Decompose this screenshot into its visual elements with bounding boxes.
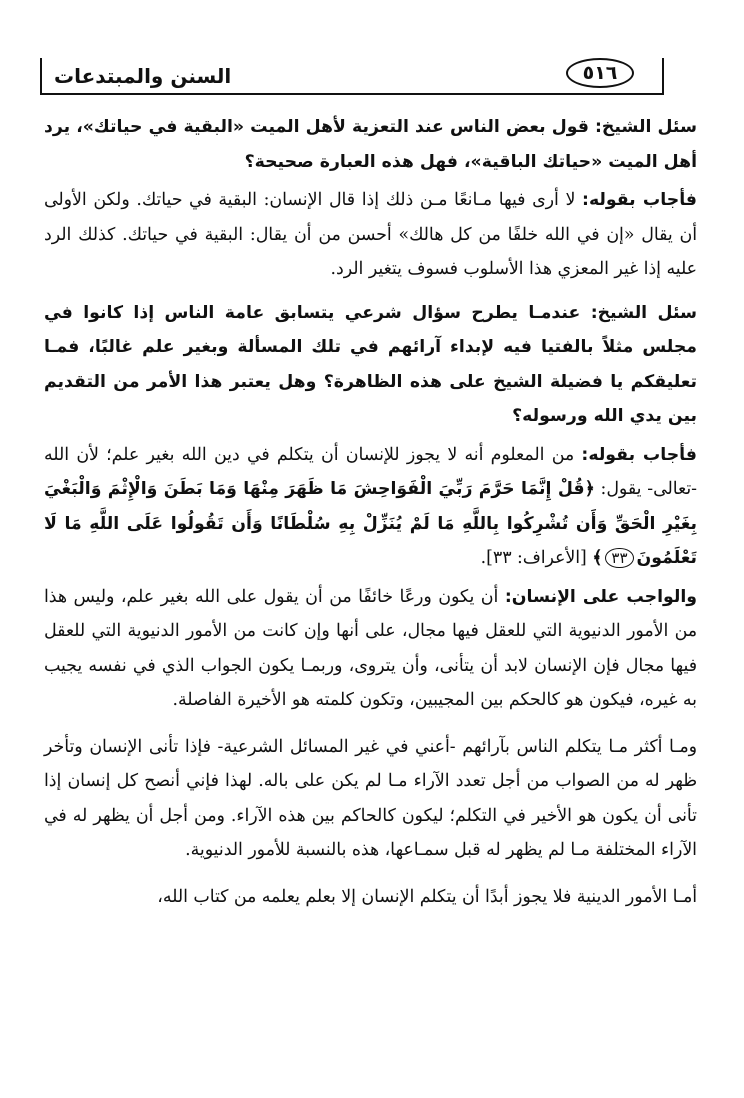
body-paragraph <box>44 730 697 868</box>
answer-paragraph <box>44 438 697 576</box>
quran-close-bracket: ﴾ <box>592 548 603 568</box>
paragraph-text: أن يكون ورعًا خائفًا من أن يقول على الله بغير علم، وليس هذا من الأمور الدنيوية التي للعقل فيها مجال، على أنها وإن كانت من الأمور الدنيوية التي للعقل فيها مجال فإن الإنسان لابد أن يتأنى، وأن يتروى، وربمـا يكون الجواب الذي في نفسه يجيب به غيره، فيكون هو كالحكم بين المجيبين، وتكون كلمته هو الأخيرة الفاصلة. <box>44 586 697 710</box>
body-paragraph <box>44 880 697 915</box>
page-body <box>44 110 697 914</box>
header-rule <box>40 93 664 95</box>
paragraph-text: أمـا الأمور الدينية فلا يجوز أبدًا أن يتكلم الإنسان إلا بعلم يعلمه من كتاب الله، <box>157 886 697 907</box>
verse-citation: [الأعراف: ٣٣]. <box>480 548 593 568</box>
page-number: ٥١٦ <box>566 58 634 88</box>
question-paragraph <box>44 296 697 434</box>
book-title: السنن والمبتدعات <box>54 64 232 88</box>
page-header <box>40 50 664 94</box>
answer-text: لا أرى فيها مـانعًا مـن ذلك إذا قال الإنسان: البقية في حياتك. ولكن الأولى أن يقال «إن في الله خلفًا من كل هالك» أحسن من أن يقال: البقية في حياتك. كذلك الرد عليه إذا غير المعزي هذا الأسلوب فسوف يتغير الرد. <box>44 190 697 279</box>
answer-text: من المعلوم أنه لا يجوز للإنسان أن يتكلم في دين الله بغير علم؛ لأن الله -تعالى- يقول: <box>44 444 697 499</box>
question-lead: سئل الشيخ: <box>595 117 697 137</box>
quran-verse: ﴿قُلْ إِنَّمَا حَرَّمَ رَبِّيَ الْفَوَاحِشَ مَا ظَهَرَ مِنْهَا وَمَا بَطَنَ وَالْإِثْمَ وَالْبَغْيَ بِغَيْرِ الْحَقِّ وَأَن تُشْرِكُوا بِاللَّهِ مَا لَمْ يُنَزِّلْ بِهِ سُلْطَانًا وَأَن تَقُولُوا عَلَى اللَّهِ مَا لَا تَعْلَمُونَ <box>44 479 697 568</box>
question-paragraph <box>44 110 697 179</box>
answer-paragraph <box>44 183 697 287</box>
answer-lead: فأجاب بقوله: <box>582 190 697 210</box>
question-text: قول بعض الناس عند التعزية لأهل الميت «البقية في حياتك»، يرد أهل الميت «حياتك الباقية»، فهل هذه العبارة صحيحة؟ <box>44 117 697 172</box>
paragraph-lead: والواجب على الإنسان: <box>504 586 697 607</box>
ayah-number-mark: ٣٣ <box>605 548 633 568</box>
header-right-border <box>662 58 664 94</box>
answer-lead: فأجاب بقوله: <box>581 444 697 465</box>
header-left-border <box>40 58 42 94</box>
body-paragraph <box>44 580 697 718</box>
question-lead: سئل الشيخ: <box>590 302 697 323</box>
question-text: عندمـا يطرح سؤال شرعي يتسابق عامة الناس إذا كانوا في مجلس مثلاً بالفتيا فيه لإبداء آرائهم في تلك المسألة وبغير علم غالبًا، فمـا تعليقكم يا فضيلة الشيخ على هذه الظاهرة؟ وهل يعتبر هذا الأمر من التقديم بين يدي الله ورسوله؟ <box>44 302 697 426</box>
paragraph-text: ومـا أكثر مـا يتكلم الناس بآرائهم -أعني في غير المسائل الشرعية- فإذا تأنى الإنسان وتأخر ظهر له من الصواب من أجل تعدد الآراء مـا لم يكن على باله. لهذا فإني أنصح كل إنسان إذا تأنى أن يكون هو الأخير في التكلم؛ ليكون كالحاكم بين هذه الآراء. ومن أجل أن يظهر له في الآراء المختلفة مـا لم يظهر له قبل سمـاعها، هذه بالنسبة للأمور الدنيوية. <box>44 736 697 860</box>
